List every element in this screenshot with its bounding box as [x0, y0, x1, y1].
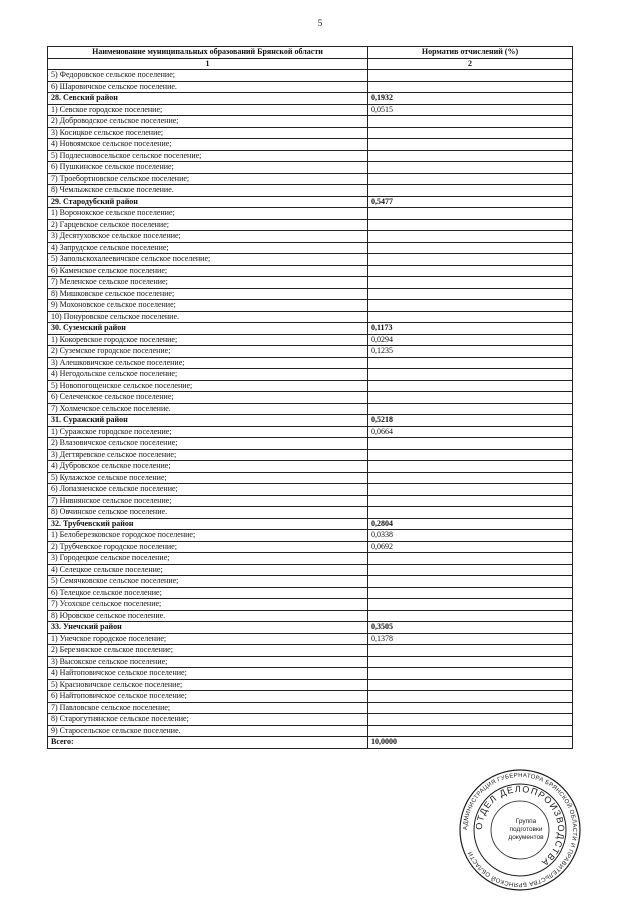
- table-row: [48, 185, 573, 197]
- row-name: 30. Суземский район: [48, 323, 368, 335]
- header-norm: Норматив отчислений (%): [368, 47, 573, 59]
- row-value: [368, 599, 573, 611]
- row-name: 5) Подлесновосельское сельское поселение;: [48, 150, 368, 162]
- row-name: 3) Дегтяревское сельское поселение;: [48, 449, 368, 461]
- row-value: [368, 668, 573, 680]
- row-name: 31. Суражский район: [48, 415, 368, 427]
- table-row: [48, 346, 573, 358]
- row-name: 4) Запрудское сельское поселение;: [48, 242, 368, 254]
- row-name: 9) Старосельское сельское поселение.: [48, 725, 368, 737]
- row-name: 29. Стародубский район: [48, 196, 368, 208]
- stamp-ring-text: АДМИНИСТРАЦИЯ ГУБЕРНАТОРА БРЯНСКОЙ ОБЛАСТИ И ПРАВИТЕЛЬСТВА БРЯНСКОЙ ОБЛАСТИ: [462, 772, 578, 888]
- row-value: [368, 277, 573, 289]
- row-name: 6) Лопазненское сельское поселение;: [48, 484, 368, 496]
- table-header-row: [48, 47, 573, 59]
- table-row: [48, 81, 573, 93]
- district-row: [48, 415, 573, 427]
- stamp-center-line-1: Группа: [515, 818, 537, 825]
- row-value: [368, 553, 573, 565]
- row-value: 0,5477: [368, 196, 573, 208]
- table-row: [48, 668, 573, 680]
- row-value: [368, 461, 573, 473]
- row-name: 2) Гарцевское сельское поселение;: [48, 219, 368, 231]
- row-value: 0,0338: [368, 530, 573, 542]
- table-row: [48, 231, 573, 243]
- row-value: [368, 231, 573, 243]
- row-name: 2) Трубчевское городское поселение;: [48, 541, 368, 553]
- table-row: [48, 288, 573, 300]
- row-name: 1) Кокоревское городское поселение;: [48, 334, 368, 346]
- total-row: [48, 737, 573, 749]
- table-row: [48, 587, 573, 599]
- row-name: 5) Красновичское сельское поселение;: [48, 679, 368, 691]
- table-row: [48, 633, 573, 645]
- table-row: [48, 104, 573, 116]
- table-row: [48, 219, 573, 231]
- row-name: 3) Косицкое сельское поселение;: [48, 127, 368, 139]
- row-value: [368, 587, 573, 599]
- table-row: [48, 208, 573, 220]
- table-body: [48, 70, 573, 749]
- row-value: [368, 173, 573, 185]
- row-value: [368, 564, 573, 576]
- row-value: [368, 219, 573, 231]
- row-name: 6) Телецкое сельское поселение;: [48, 587, 368, 599]
- row-name: 4) Найтоповичское сельское поселение;: [48, 668, 368, 680]
- row-name: 1) Белоберезковское городское поселение;: [48, 530, 368, 542]
- column-number-2: 2: [368, 58, 573, 70]
- row-name: 9) Мохоновское сельское поселение;: [48, 300, 368, 312]
- row-name: 6) Каменское сельское поселение;: [48, 265, 368, 277]
- row-value: [368, 369, 573, 381]
- table-row: [48, 702, 573, 714]
- row-value: [368, 127, 573, 139]
- row-value: [368, 495, 573, 507]
- row-name: 4) Селецкое сельское поселение;: [48, 564, 368, 576]
- row-value: [368, 438, 573, 450]
- row-name: 2) Доброводское сельское поселение;: [48, 116, 368, 128]
- table-row: [48, 530, 573, 542]
- row-name: 1) Суражское городское поселение;: [48, 426, 368, 438]
- page-number: 5: [317, 18, 323, 28]
- row-value: [368, 288, 573, 300]
- row-name: 5) Кулажское сельское поселение;: [48, 472, 368, 484]
- row-name: 2) Влазовичское сельское поселение;: [48, 438, 368, 450]
- row-value: [368, 300, 573, 312]
- row-name: 7) Холмечское сельское поселение.: [48, 403, 368, 415]
- table-row: [48, 610, 573, 622]
- row-value: 0,1932: [368, 93, 573, 105]
- row-name: 3) Алешковичское сельское поселение;: [48, 357, 368, 369]
- row-name: Всего:: [48, 737, 368, 749]
- stamp-department-text: ОТДЕЛ ДЕЛОПРОИЗВОДСТВА: [473, 783, 567, 869]
- row-name: 8) Юровское сельское поселение.: [48, 610, 368, 622]
- row-value: [368, 484, 573, 496]
- row-value: [368, 576, 573, 588]
- table-row: [48, 484, 573, 496]
- table-column-numbers: [48, 58, 573, 70]
- table-row: [48, 311, 573, 323]
- row-name: 7) Павловское сельское поселение;: [48, 702, 368, 714]
- row-value: [368, 645, 573, 657]
- table-row: [48, 254, 573, 266]
- row-name: 6) Селеченское сельское поселение;: [48, 392, 368, 404]
- row-name: 1) Унечское городское поселение;: [48, 633, 368, 645]
- table-row: [48, 645, 573, 657]
- table-row: [48, 127, 573, 139]
- table-row: [48, 242, 573, 254]
- table-row: [48, 438, 573, 450]
- table-row: [48, 553, 573, 565]
- row-name: 28. Севский район: [48, 93, 368, 105]
- table-row: [48, 357, 573, 369]
- row-value: [368, 449, 573, 461]
- header-municipality: Наименование муниципальных образований Брянской области: [48, 47, 368, 59]
- row-name: 1) Севское городское поселение;: [48, 104, 368, 116]
- row-value: [368, 610, 573, 622]
- table-row: [48, 139, 573, 151]
- row-name: 5) Семячковское сельское поселение;: [48, 576, 368, 588]
- stamp-center-line-3: документов: [508, 834, 544, 841]
- table-row: [48, 461, 573, 473]
- row-name: 7) Троебортновское сельское поселение;: [48, 173, 368, 185]
- row-value: [368, 116, 573, 128]
- row-value: [368, 162, 573, 174]
- row-value: 0,1173: [368, 323, 573, 335]
- table-row: [48, 679, 573, 691]
- row-value: [368, 691, 573, 703]
- row-value: [368, 208, 573, 220]
- table-row: [48, 599, 573, 611]
- table-row: [48, 277, 573, 289]
- row-name: 5) Новопогощенское сельское поселение;: [48, 380, 368, 392]
- row-value: 0,3505: [368, 622, 573, 634]
- district-row: [48, 93, 573, 105]
- row-value: 10,0000: [368, 737, 573, 749]
- row-value: 0,0664: [368, 426, 573, 438]
- table-row: [48, 380, 573, 392]
- table-row: [48, 714, 573, 726]
- table-row: [48, 403, 573, 415]
- row-name: 32. Трубчевский район: [48, 518, 368, 530]
- row-name: 7) Усохское сельское поселение;: [48, 599, 368, 611]
- table-row: [48, 691, 573, 703]
- row-name: 8) Овчинское сельское поселение.: [48, 507, 368, 519]
- district-row: [48, 622, 573, 634]
- table-row: [48, 116, 573, 128]
- row-name: 8) Чемлыжское сельское поселение.: [48, 185, 368, 197]
- row-value: 0,5218: [368, 415, 573, 427]
- row-value: 0,0692: [368, 541, 573, 553]
- row-value: [368, 714, 573, 726]
- stamp-center-text: [506, 818, 546, 842]
- table-row: [48, 392, 573, 404]
- table-row: [48, 334, 573, 346]
- table-row: [48, 449, 573, 461]
- district-row: [48, 518, 573, 530]
- table-row: [48, 300, 573, 312]
- table-row: [48, 725, 573, 737]
- row-value: 0,1378: [368, 633, 573, 645]
- stamp-center-line-2: подготовки: [509, 826, 543, 833]
- row-value: [368, 357, 573, 369]
- table-row: [48, 507, 573, 519]
- district-row: [48, 196, 573, 208]
- row-value: [368, 150, 573, 162]
- table-row: [48, 369, 573, 381]
- table-row: [48, 70, 573, 82]
- row-value: [368, 185, 573, 197]
- row-name: 6) Найтоповичское сельское поселение;: [48, 691, 368, 703]
- row-name: 8) Мишковское сельское поселение;: [48, 288, 368, 300]
- table-row: [48, 564, 573, 576]
- row-name: 1) Воронокское сельское поселение;: [48, 208, 368, 220]
- row-value: [368, 254, 573, 266]
- row-value: 0,0515: [368, 104, 573, 116]
- row-name: 5) Запольскохалеевичское сельское поселение;: [48, 254, 368, 266]
- row-value: 0,1235: [368, 346, 573, 358]
- table-row: [48, 541, 573, 553]
- row-value: [368, 70, 573, 82]
- row-value: [368, 139, 573, 151]
- row-name: 6) Пушкинское сельское поселение;: [48, 162, 368, 174]
- column-number-1: 1: [48, 58, 368, 70]
- row-value: [368, 725, 573, 737]
- row-value: 0,0294: [368, 334, 573, 346]
- table-row: [48, 265, 573, 277]
- row-name: 33. Унечский район: [48, 622, 368, 634]
- table-row: [48, 656, 573, 668]
- row-name: 5) Федоровское сельское поселение;: [48, 70, 368, 82]
- row-name: 8) Старогутнянское сельское поселение;: [48, 714, 368, 726]
- row-value: [368, 311, 573, 323]
- row-value: 0,2804: [368, 518, 573, 530]
- row-value: [368, 507, 573, 519]
- row-value: [368, 81, 573, 93]
- row-name: 2) Березинское сельское поселение;: [48, 645, 368, 657]
- table-row: [48, 576, 573, 588]
- row-name: 7) Меленское сельское поселение;: [48, 277, 368, 289]
- table-row: [48, 150, 573, 162]
- row-name: 6) Шаровичское сельское поселение.: [48, 81, 368, 93]
- row-name: 2) Суземское городское поселение;: [48, 346, 368, 358]
- row-name: 10) Понуровское сельское поселение.: [48, 311, 368, 323]
- table-row: [48, 426, 573, 438]
- row-name: 3) Городецкое сельское поселение;: [48, 553, 368, 565]
- row-name: 4) Дубровское сельское поселение;: [48, 461, 368, 473]
- row-value: [368, 656, 573, 668]
- row-value: [368, 242, 573, 254]
- district-row: [48, 323, 573, 335]
- row-name: 3) Высокское сельское поселение;: [48, 656, 368, 668]
- table-row: [48, 162, 573, 174]
- table-row: [48, 472, 573, 484]
- row-name: 4) Новоямское сельское поселение;: [48, 139, 368, 151]
- row-value: [368, 380, 573, 392]
- norms-table: [47, 46, 573, 749]
- row-name: 3) Десятуховское сельское поселение;: [48, 231, 368, 243]
- table-row: [48, 495, 573, 507]
- row-name: 4) Негодольское сельское поселение;: [48, 369, 368, 381]
- row-value: [368, 472, 573, 484]
- row-name: 7) Нивнянское сельское поселение;: [48, 495, 368, 507]
- row-value: [368, 702, 573, 714]
- row-value: [368, 403, 573, 415]
- row-value: [368, 679, 573, 691]
- table-row: [48, 173, 573, 185]
- row-value: [368, 265, 573, 277]
- row-value: [368, 392, 573, 404]
